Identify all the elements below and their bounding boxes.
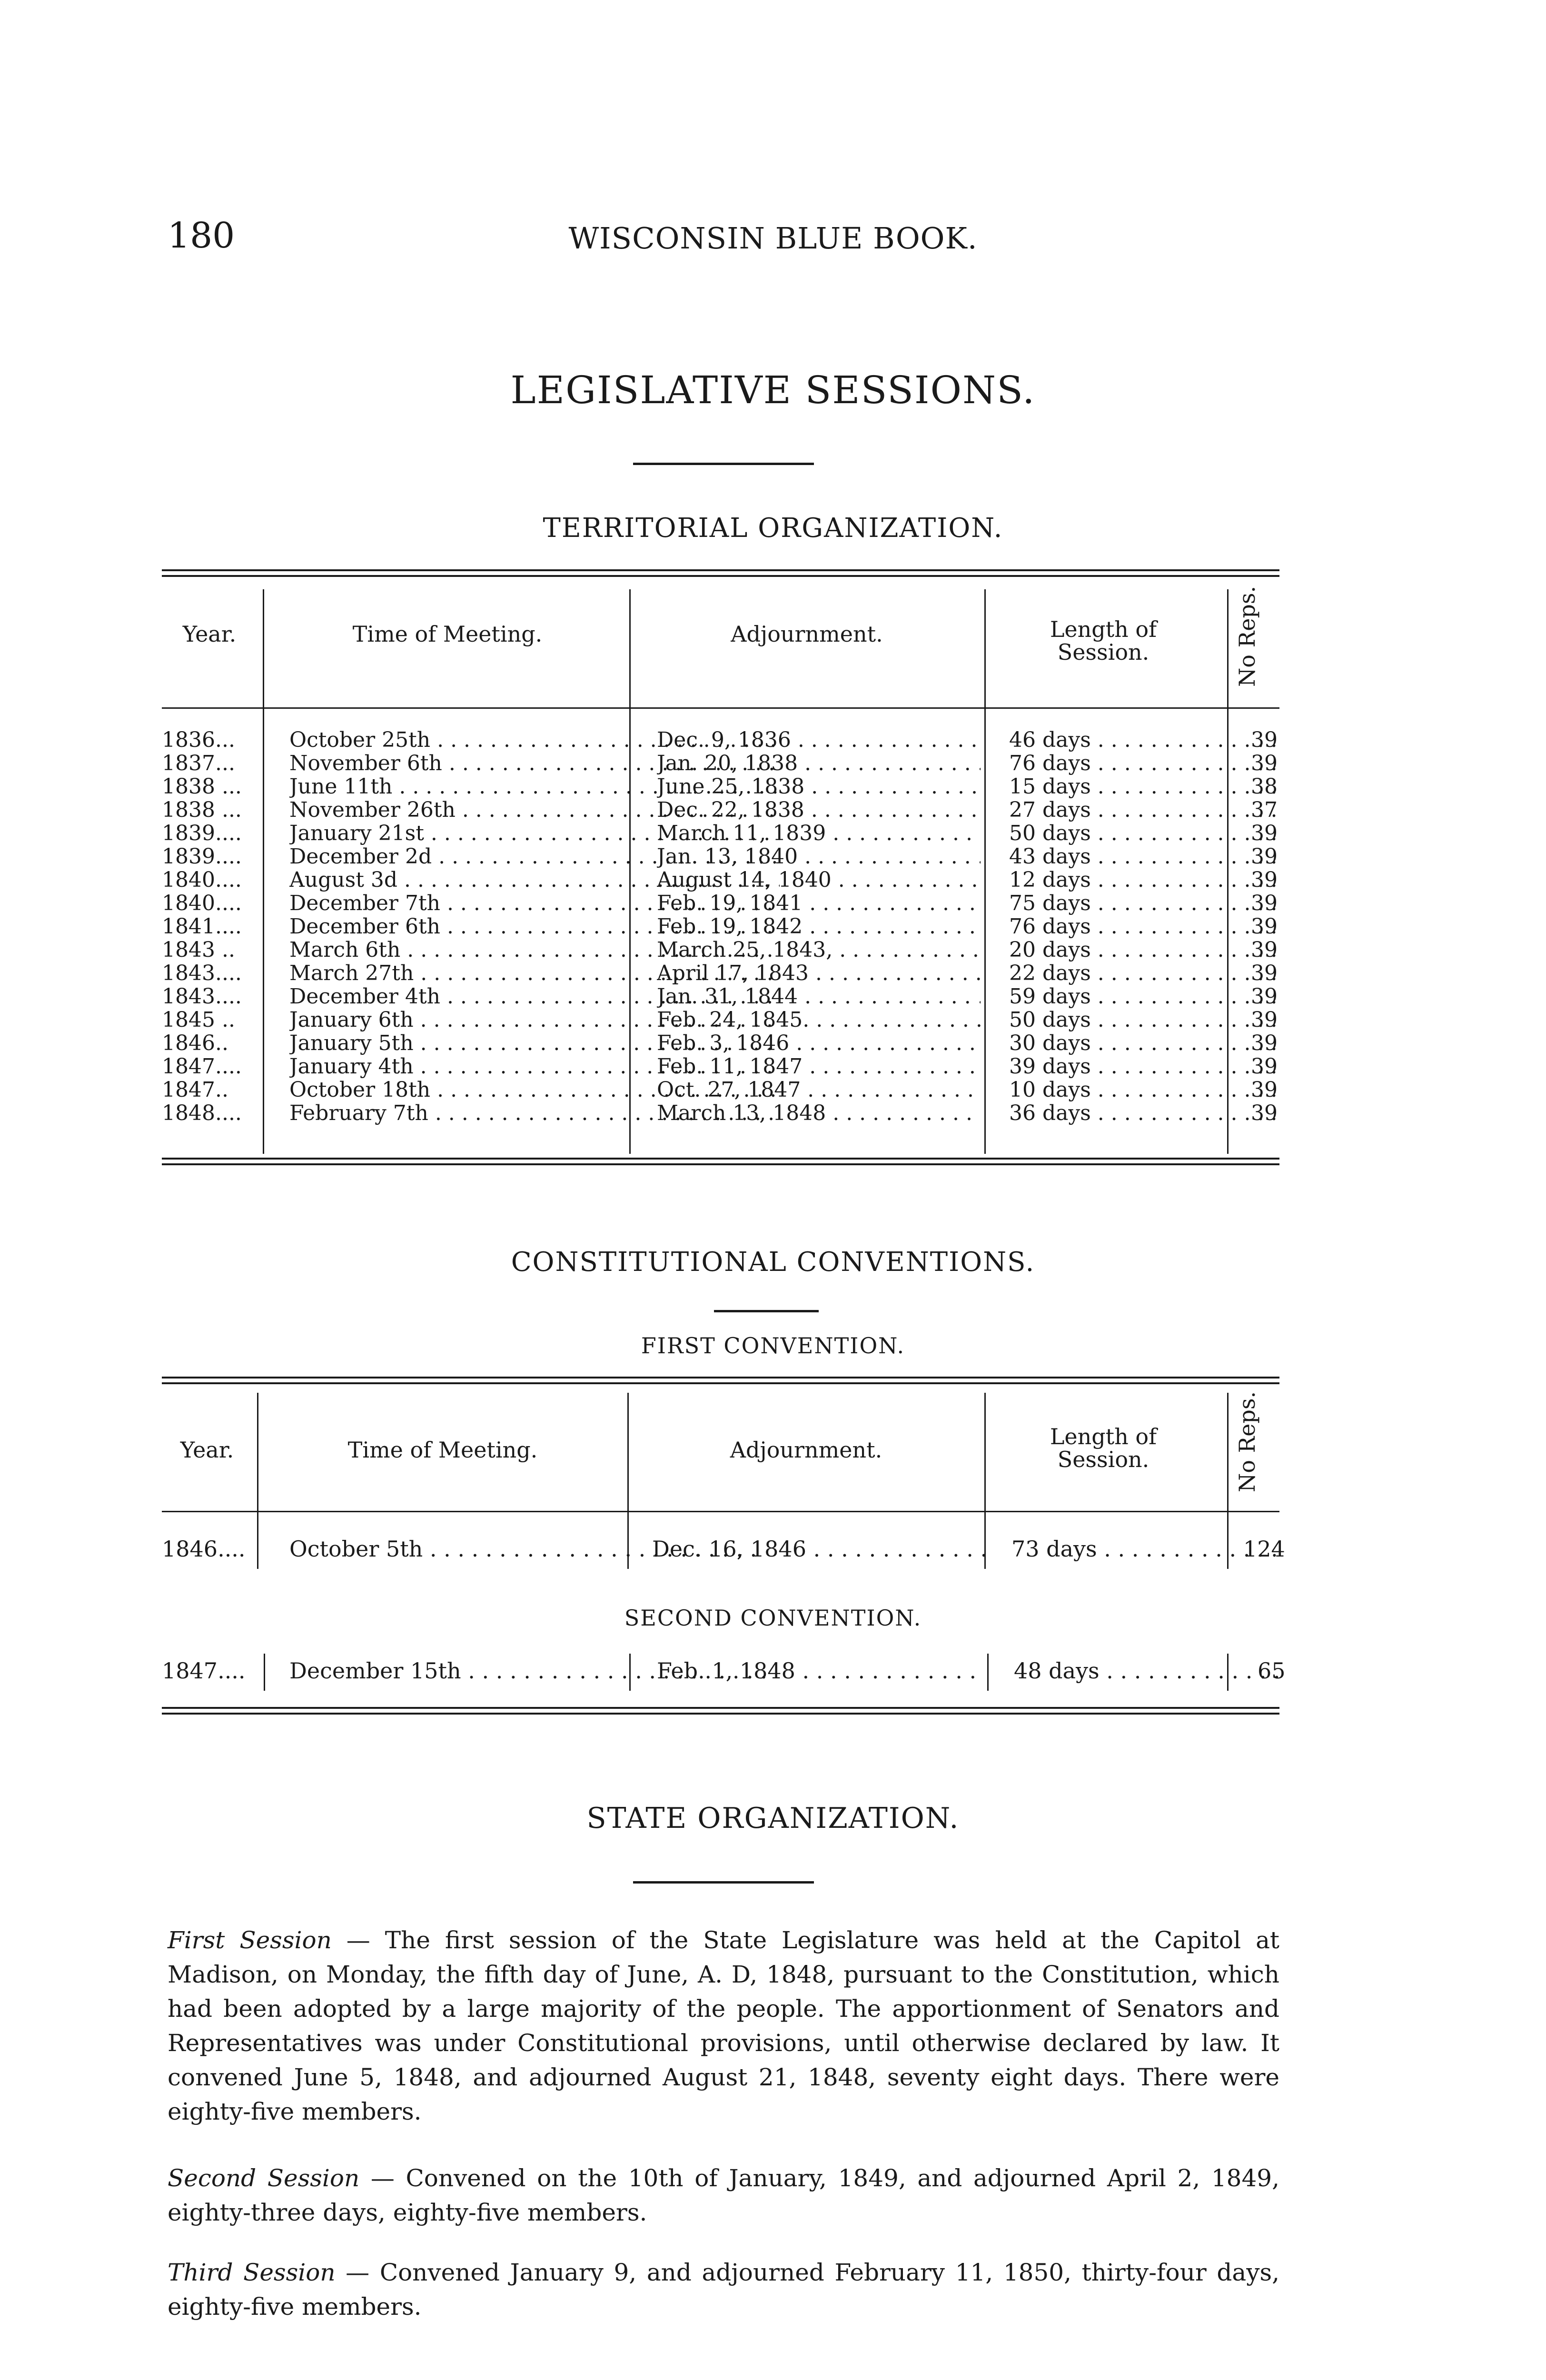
first-convention-time: October 5th	[289, 1536, 423, 1562]
territorial-top-rule	[162, 569, 1279, 577]
row-year-cell	[162, 822, 257, 845]
second-convention-adjournment: Feb. 1, 1848	[657, 1658, 795, 1684]
row-adjournment: March 11, 1839	[657, 822, 826, 845]
col-time-of-meeting: Time of Meeting.	[352, 621, 543, 647]
territorial-header-rule	[162, 707, 1279, 709]
row-length: 76 days	[1009, 752, 1091, 775]
table-row	[162, 1078, 1279, 1101]
row-year-cell	[162, 892, 257, 915]
row-year-cell	[162, 868, 257, 892]
row-year-cell	[162, 798, 257, 822]
row-time-of-meeting: June 11th	[289, 775, 393, 798]
row-time-of-meeting: August 3d	[289, 868, 398, 892]
row-time-of-meeting: November 6th	[289, 752, 442, 775]
row-year-cell	[162, 845, 257, 868]
row-adjournment: March 13, 1848	[657, 1101, 826, 1125]
row-year: 1839....	[162, 845, 242, 868]
row-reps-cell	[1251, 892, 1294, 915]
table-row	[162, 1008, 1279, 1031]
conv-col-time-of-meeting: Time of Meeting.	[347, 1437, 538, 1463]
row-adjournment: June 25, 1838	[657, 775, 805, 798]
third-session-paragraph	[168, 2255, 1279, 2324]
row-reps: 39	[1251, 962, 1278, 985]
row-year-cell	[162, 1008, 257, 1031]
col-adjournment: Adjournment.	[731, 621, 883, 647]
second-convention-year: 1847....	[162, 1658, 246, 1684]
first-convention-length: 73 days	[1011, 1536, 1097, 1562]
table-row	[162, 775, 1279, 798]
row-reps-cell	[1251, 962, 1294, 985]
second-convention-heading: SECOND CONVENTION.	[624, 1605, 922, 1631]
row-reps: 38	[1251, 775, 1278, 798]
territorial-heading: TERRITORIAL ORGANIZATION.	[543, 513, 1003, 544]
page-title: LEGISLATIVE SESSIONS.	[510, 368, 1036, 412]
row-adjournment: Jan. 31, 1844	[657, 985, 798, 1008]
row-reps-cell	[1251, 728, 1294, 752]
row-reps-cell	[1251, 798, 1294, 822]
row-adjournment: March 25, 1843,	[657, 938, 833, 962]
third-session-label: Third Session	[168, 2259, 336, 2286]
row-reps: 37	[1251, 798, 1278, 822]
row-adjournment: April 17, 1843	[657, 962, 809, 985]
row-reps: 39	[1251, 1031, 1278, 1055]
row-year: 1848....	[162, 1101, 242, 1125]
row-reps: 39	[1251, 915, 1278, 938]
row-adjournment: Feb. 3, 1846	[657, 1031, 790, 1055]
row-length: 59 days	[1009, 985, 1091, 1008]
row-year-cell	[162, 1031, 257, 1055]
row-reps-cell	[1251, 775, 1294, 798]
table-row	[162, 845, 1279, 868]
row-time-of-meeting: December 6th	[289, 915, 440, 938]
second-convention-length: 48 days	[1014, 1658, 1100, 1684]
row-adjournment: Feb. 24, 1845.	[657, 1008, 810, 1031]
row-adjournment: August 14, 1840	[657, 868, 832, 892]
row-reps: 39	[1251, 752, 1278, 775]
conventions-rule	[714, 1310, 819, 1312]
row-year-cell	[162, 775, 257, 798]
row-length: 10 days	[1009, 1078, 1091, 1101]
territorial-table-body	[162, 728, 1279, 1125]
row-time-of-meeting: October 18th	[289, 1078, 431, 1101]
row-reps: 39	[1251, 1055, 1278, 1078]
row-length: 36 days	[1009, 1101, 1091, 1125]
conv-col-adjournment: Adjournment.	[730, 1437, 882, 1463]
conv-col-no-reps: No Reps.	[1234, 1391, 1260, 1492]
row-time-of-meeting: March 27th	[289, 962, 414, 985]
conv-col-length-of-session: Length of Session.	[1050, 1424, 1157, 1473]
table-row	[162, 868, 1279, 892]
row-year-cell	[162, 1055, 257, 1078]
row-length: 75 days	[1009, 892, 1091, 915]
table-row	[162, 752, 1279, 775]
book-title: WISCONSIN BLUE BOOK.	[568, 221, 978, 256]
row-adjournment: Jan. 13, 1840	[657, 845, 798, 868]
row-length: 15 days	[1009, 775, 1091, 798]
row-year: 1847....	[162, 1055, 242, 1078]
table-row	[162, 892, 1279, 915]
row-reps: 39	[1251, 822, 1278, 845]
row-reps-cell	[1251, 752, 1294, 775]
row-reps-cell	[1251, 845, 1294, 868]
row-time-of-meeting: January 5th	[289, 1031, 414, 1055]
table-row	[162, 1101, 1279, 1125]
table-row	[162, 985, 1279, 1008]
row-time-of-meeting: February 7th	[289, 1101, 428, 1125]
state-rule	[633, 1881, 814, 1884]
row-year: 1838 ...	[162, 798, 242, 822]
row-reps: 39	[1251, 892, 1278, 915]
row-time-of-meeting: March 6th	[289, 938, 401, 962]
second-session-label: Second Session	[168, 2164, 360, 2192]
first-session-label: First Session	[168, 1926, 332, 1954]
row-adjournment: Dec. 22, 1838	[657, 798, 804, 822]
row-adjournment: Jan. 20, 1838	[657, 752, 798, 775]
page-number: 180	[168, 215, 235, 256]
row-reps-cell	[1251, 1031, 1294, 1055]
first-convention-year: 1846....	[162, 1536, 246, 1562]
first-session-paragraph	[168, 1923, 1279, 2129]
conv-col-year: Year.	[180, 1437, 234, 1463]
row-year: 1840....	[162, 892, 242, 915]
row-year: 1840....	[162, 868, 242, 892]
row-year: 1839....	[162, 822, 242, 845]
row-reps: 39	[1251, 868, 1278, 892]
second-convention-row	[162, 1656, 1286, 1685]
row-length: 46 days	[1009, 728, 1091, 752]
row-adjournment: Feb. 19, 1842	[657, 915, 803, 938]
row-year-cell	[162, 915, 257, 938]
row-reps-cell	[1251, 985, 1294, 1008]
row-reps: 39	[1251, 1078, 1278, 1101]
row-year-cell	[162, 1101, 257, 1125]
row-length: 39 days	[1009, 1055, 1091, 1078]
row-reps-cell	[1251, 1078, 1294, 1101]
first-convention-row	[162, 1535, 1285, 1563]
row-year: 1845 ..	[162, 1008, 235, 1031]
row-length: 20 days	[1009, 938, 1091, 962]
second-convention-time: December 15th	[289, 1658, 461, 1684]
row-length: 50 days	[1009, 822, 1091, 845]
first-convention-heading: FIRST CONVENTION.	[641, 1333, 905, 1359]
row-length: 50 days	[1009, 1008, 1091, 1031]
row-reps: 39	[1251, 938, 1278, 962]
row-reps-cell	[1251, 938, 1294, 962]
row-time-of-meeting: January 4th	[289, 1055, 414, 1078]
state-heading: STATE ORGANIZATION.	[586, 1802, 960, 1835]
row-year: 1836...	[162, 728, 235, 752]
row-year: 1837...	[162, 752, 235, 775]
title-rule	[633, 463, 814, 465]
row-year: 1843....	[162, 962, 242, 985]
row-adjournment: Feb. 11, 1847	[657, 1055, 803, 1078]
third-session-text: — Convened January 9, and adjourned February 11, 1850, thirty-four days, eighty-five members.	[168, 2259, 1279, 2320]
conventions-bottom-rule	[162, 1707, 1279, 1715]
row-year: 1843....	[162, 985, 242, 1008]
territorial-bottom-rule	[162, 1158, 1279, 1165]
row-year-cell	[162, 752, 257, 775]
row-reps: 39	[1251, 985, 1278, 1008]
row-year-cell	[162, 728, 257, 752]
second-convention-reps: 65	[1258, 1658, 1286, 1684]
table-row	[162, 915, 1279, 938]
row-length: 30 days	[1009, 1031, 1091, 1055]
row-year-cell	[162, 1078, 257, 1101]
table-row	[162, 962, 1279, 985]
row-time-of-meeting: December 2d	[289, 845, 432, 868]
row-time-of-meeting: November 26th	[289, 798, 456, 822]
second-session-text: — Convened on the 10th of January, 1849, and adjourned April 2, 1849, eighty-three days, eighty-five members.	[168, 2164, 1279, 2226]
row-length: 12 days	[1009, 868, 1091, 892]
row-reps: 39	[1251, 845, 1278, 868]
first-session-text: — The first session of the State Legislature was held at the Capitol at Madison, on Monday, the fifth day of June, A. D, 1848, pursuant to the Constitution, which had been adopted by a large majority of the people. The apportionment of Senators and Representatives was under Constitutional provisions, until otherwise declared by law. It convened June 5, 1848, and adjourned August 21, 1848, seventy eight days. There were eighty-five members.	[168, 1926, 1280, 2125]
row-adjournment: Feb. 19, 1841	[657, 892, 803, 915]
row-year: 1838 ...	[162, 775, 242, 798]
row-reps: 39	[1251, 1008, 1278, 1031]
table-row	[162, 938, 1279, 962]
col-year: Year.	[182, 621, 237, 647]
first-convention-adjournment: Dec. 16, 1846	[652, 1536, 806, 1562]
row-reps-cell	[1251, 1101, 1294, 1125]
row-adjournment: Dec. 9, 1836	[657, 728, 791, 752]
row-adjournment: Oct. 27, 1847	[657, 1078, 801, 1101]
row-year: 1843 ..	[162, 938, 235, 962]
row-length: 27 days	[1009, 798, 1091, 822]
table-row	[162, 798, 1279, 822]
row-reps-cell	[1251, 822, 1294, 845]
row-time-of-meeting: December 7th	[289, 892, 440, 915]
row-year-cell	[162, 938, 257, 962]
row-year: 1847..	[162, 1078, 228, 1101]
row-time-of-meeting: January 21st	[289, 822, 424, 845]
table-row	[162, 728, 1279, 752]
row-reps-cell	[1251, 1008, 1294, 1031]
col-length-of-session: Length of Session.	[1050, 616, 1157, 665]
row-year: 1841....	[162, 915, 242, 938]
row-year-cell	[162, 962, 257, 985]
table-row	[162, 1031, 1279, 1055]
row-year-cell	[162, 985, 257, 1008]
row-reps-cell	[1251, 1055, 1294, 1078]
row-length: 76 days	[1009, 915, 1091, 938]
conventions-heading: CONSTITUTIONAL CONVENTIONS.	[511, 1247, 1035, 1278]
row-reps-cell	[1251, 915, 1294, 938]
second-session-paragraph	[168, 2161, 1279, 2230]
row-length: 43 days	[1009, 845, 1091, 868]
conventions-header-rule	[162, 1511, 1279, 1512]
row-reps-cell	[1251, 868, 1294, 892]
row-time-of-meeting: December 4th	[289, 985, 440, 1008]
table-row	[162, 822, 1279, 845]
row-time-of-meeting: October 25th	[289, 728, 431, 752]
col-no-reps: No Reps.	[1234, 585, 1260, 687]
row-year: 1846..	[162, 1031, 228, 1055]
table-row	[162, 1055, 1279, 1078]
first-convention-reps: 124	[1243, 1536, 1285, 1562]
row-reps: 39	[1251, 728, 1278, 752]
row-time-of-meeting: January 6th	[289, 1008, 414, 1031]
conventions-top-rule	[162, 1377, 1279, 1384]
row-reps: 39	[1251, 1101, 1278, 1125]
row-length: 22 days	[1009, 962, 1091, 985]
